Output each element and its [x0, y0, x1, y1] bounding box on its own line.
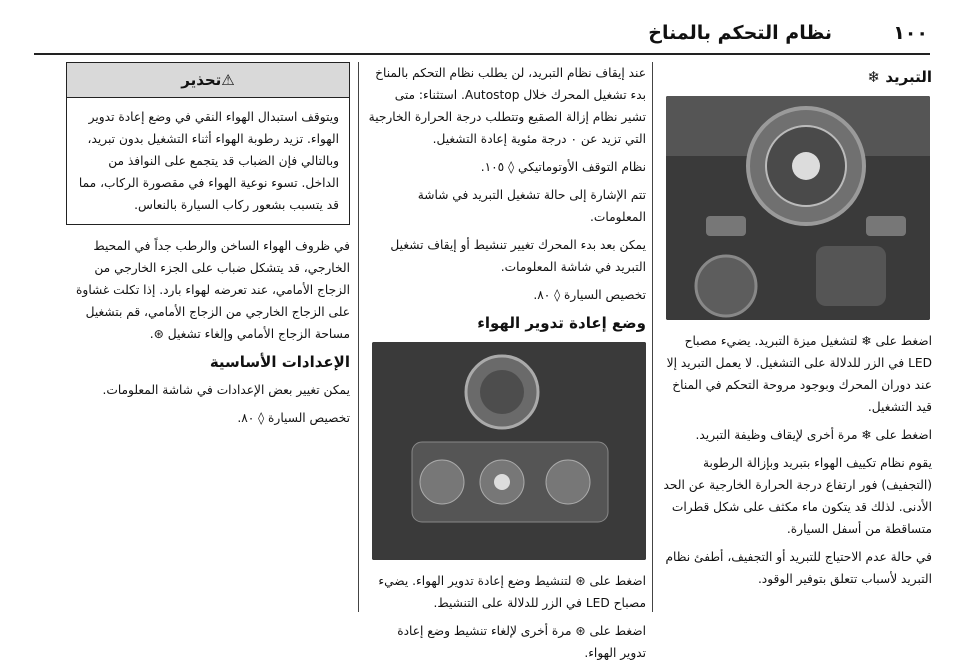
- middle-paragraph-1: عند إيقاف نظام التبريد، لن يطلب نظام التحكم بالمناخ بدء تشغيل المحرك خلال Autostop. استثناء: متى تشير نظام إزالة الصقيع وتتطلب درجة الحرارة الخارجية التي تزيد عن ٠ درجة مئوية إعادة التشغيل.: [368, 66, 646, 146]
- warning-text: ويتوقف استبدال الهواء النقي في وضع إعادة تدوير الهواء. تزيد رطوبة الهواء أثناء التشغيل بدون تبريد، وبالتالي فإن الضباب قد يتجمع على النوافذ من الداخل. تسوء نوعية الهواء في مقصورة الركاب، مما قد يتسبب بشعور ركاب السيارة بالنعاس.: [78, 110, 339, 212]
- middle-paragraph-3: تتم الإشارة إلى حالة تشغيل التبريد في شاشة المعلومات.: [417, 188, 646, 224]
- cooling-paragraph-1: اضغط على ❄ لتشغيل ميزة التبريد. يضيء مصباح LED في الزر للدلالة على التشغيل. لا يعمل التبريد إلا عند دوران المحرك وبوجود مروحة التحكم في المناخ قيد التشغيل.: [666, 334, 932, 414]
- left-column: [66, 62, 350, 435]
- middle-paragraph-2: نظام التوقف الأوتوماتيكي ◊ ١٠٥.: [480, 160, 646, 174]
- middle-paragraph-5: تخصيص السيارة ◊ ٨٠.: [533, 288, 646, 302]
- warning-title: ⚠تحذير: [67, 63, 349, 98]
- cooling-paragraph-3: يقوم نظام تكييف الهواء بتبريد وبإزالة الرطوبة (التجفيف) فور ارتفاع درجة الحرارة الخارجية عن الحد الأدنى. لذلك قد يتكون ماء مكثف على شكل قطرات متساقطة من أسفل السيارة.: [663, 456, 932, 536]
- column-divider-left: [358, 62, 359, 612]
- cooling-dashboard-illustration: [666, 96, 930, 320]
- right-column: [658, 62, 932, 596]
- warning-box: [66, 62, 350, 225]
- cooling-paragraph-4: في حالة عدم الاحتياج للتبريد أو التجفيف، أطفئ نظام التبريد لأسباب تتعلق بتوفير الوقود.: [665, 550, 932, 586]
- page-number: ١٠٠: [893, 22, 928, 44]
- column-divider-right: [652, 62, 653, 612]
- section-heading-basic-settings: الإعدادات الأساسية: [209, 353, 350, 371]
- left-paragraph-1: في ظروف الهواء الساخن والرطب جداً في المحيط الخارجي، قد يتشكل ضباب على الجزء الخارجي من الزجاج الأمامي، عند تعرضه لهواء بارد. إذا تكلت غشاوة على الزجاج الخارجي من الزجاج الأمامي، قم بتشغيل مساحة الزجاج الأمامي وإلغاء تشغيل ⊛.: [76, 239, 350, 341]
- left-paragraph-3: تخصيص السيارة ◊ ٨٠.: [237, 411, 350, 425]
- middle-paragraph-7: اضغط على ⊛ مرة أخرى لإلغاء تنشيط وضع إعادة تدوير الهواء.: [397, 624, 646, 660]
- middle-column: [368, 62, 646, 670]
- section-heading-cooling: التبريد ❄: [867, 68, 932, 86]
- header-divider: [34, 53, 930, 55]
- middle-paragraph-6: اضغط على ⊛ لتنشيط وضع إعادة تدوير الهواء. يضيء مصباح LED في الزر للدلالة على التنشيط.: [378, 574, 646, 610]
- page-header: [0, 0, 960, 52]
- cooling-button-photo: [666, 96, 930, 320]
- cooling-paragraph-2: اضغط على ❄ مرة أخرى لإيقاف وظيفة التبريد.: [695, 428, 932, 442]
- middle-paragraph-4: يمكن بعد بدء المحرك تغيير تنشيط أو إيقاف تشغيل التبريد في شاشة المعلومات.: [390, 238, 646, 274]
- page-title: نظام التحكم بالمناخ: [648, 22, 832, 44]
- section-heading-recirculation: وضع إعادة تدوير الهواء: [477, 314, 646, 332]
- recirculation-panel-illustration: [372, 342, 646, 560]
- recirculation-button-photo: [372, 342, 646, 560]
- left-paragraph-2: يمكن تغيير بعض الإعدادات في شاشة المعلومات.: [102, 383, 350, 397]
